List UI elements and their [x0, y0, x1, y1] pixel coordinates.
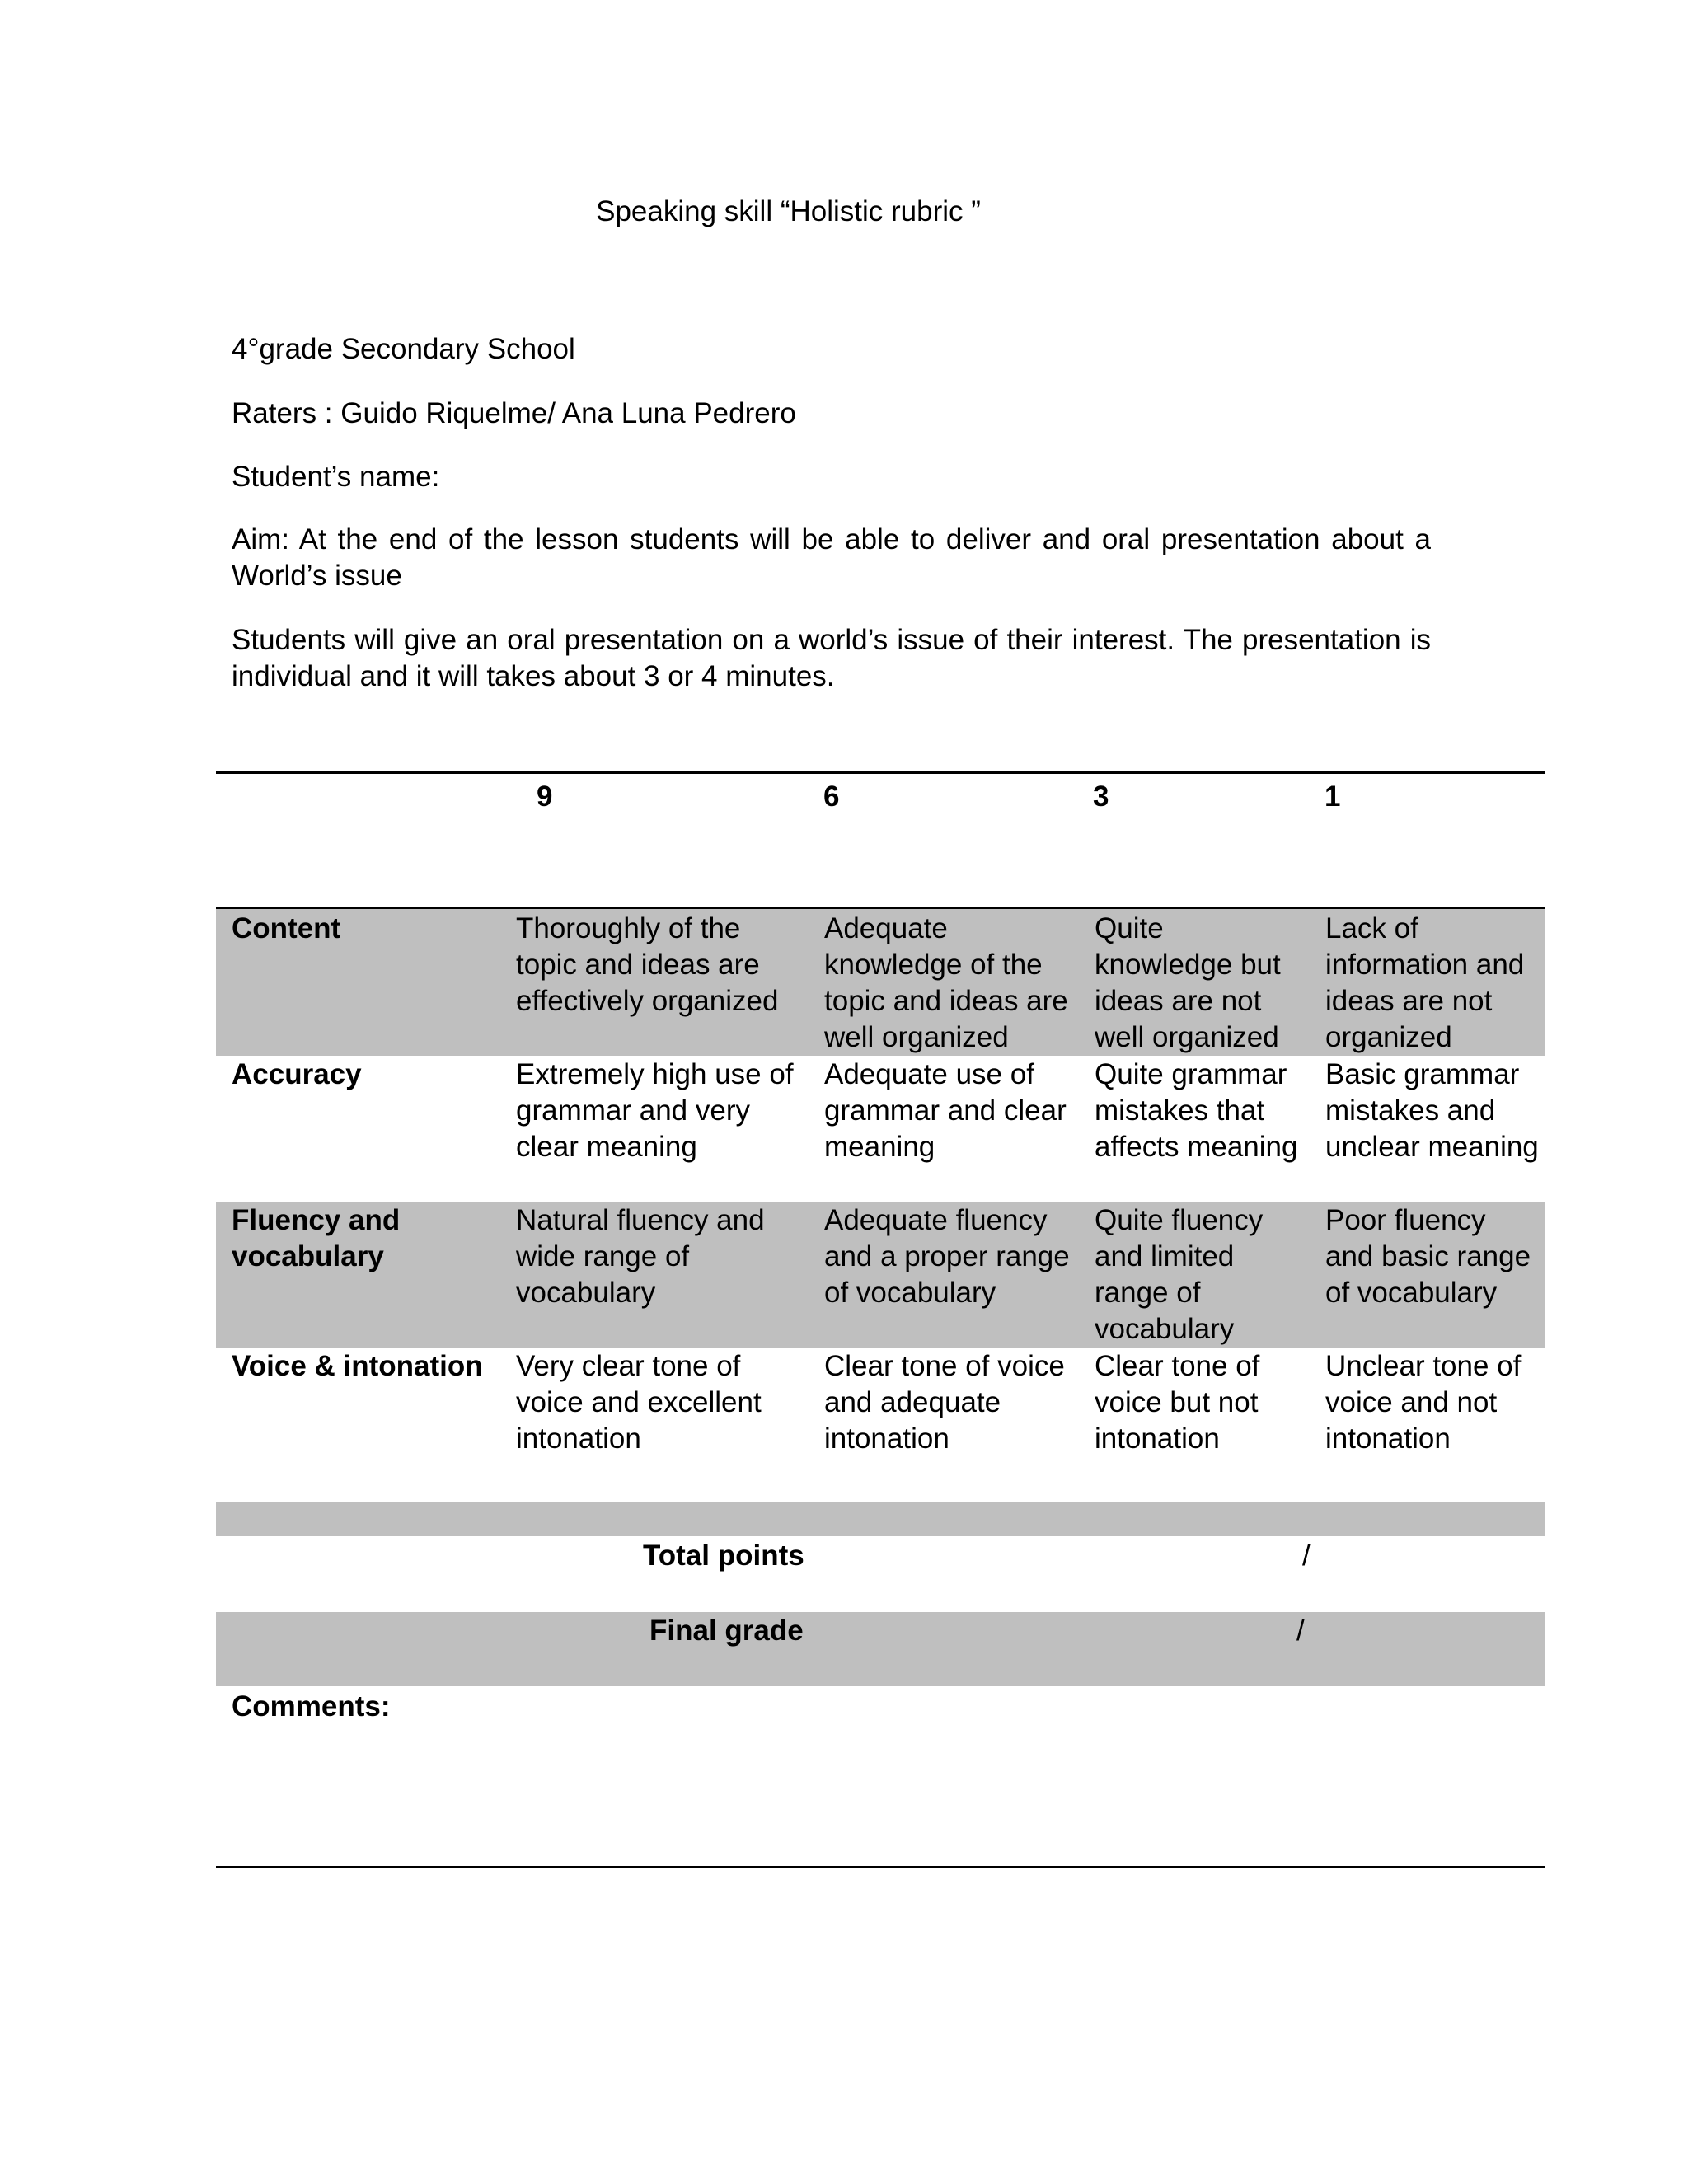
descriptor-voice-6: Clear tone of voice and adequate intonation: [824, 1350, 1065, 1455]
descriptor-fluency-1: Poor fluency and basic range of vocabulary: [1325, 1204, 1531, 1309]
table-top-rule: [216, 771, 1545, 774]
raters-line: Raters : Guido Riquelme/ Ana Luna Pedrero: [232, 397, 796, 429]
student-name-line: Student’s name:: [232, 461, 440, 493]
comments-label: Comments:: [232, 1690, 391, 1722]
descriptor-content-3: Quite knowledge but ideas are not well organized: [1095, 912, 1281, 1053]
descriptor-content-1: Lack of information and ideas are not organized: [1325, 912, 1525, 1053]
total-points-label: Total points: [643, 1540, 804, 1572]
descriptor-fluency-3: Quite fluency and limited range of vocabulary: [1095, 1204, 1264, 1345]
final-grade-value: /: [1296, 1615, 1305, 1647]
descriptor-accuracy-6: Adequate use of grammar and clear meaning: [824, 1058, 1067, 1163]
aim-paragraph: Aim: At the end of the lesson students will be able to deliver and oral presentation about a World’s issue: [232, 523, 1431, 592]
document-title: Speaking skill “Holistic rubric ”: [596, 195, 981, 227]
criterion-fluency: Fluency and vocabulary: [232, 1204, 401, 1272]
descriptor-accuracy-1: Basic grammar mistakes and unclear meaning: [1325, 1058, 1539, 1163]
descriptor-fluency-6: Adequate fluency and a proper range of vocabulary: [824, 1204, 1070, 1309]
descriptor-accuracy-3: Quite grammar mistakes that affects meaning: [1095, 1058, 1298, 1163]
criterion-accuracy: Accuracy: [232, 1058, 362, 1090]
row-shade-spacer: [216, 1502, 1545, 1536]
description-paragraph: Students will give an oral presentation on a world’s issue of their interest. The presentation is individual and it will takes about 3 or 4 minutes.: [232, 624, 1431, 692]
row-shade-final-grade: [216, 1612, 1545, 1686]
descriptor-fluency-9: Natural fluency and wide range of vocabulary: [516, 1204, 765, 1309]
descriptor-voice-1: Unclear tone of voice and not intonation: [1325, 1350, 1522, 1455]
table-bottom-rule: [216, 1866, 1545, 1868]
descriptor-content-6: Adequate knowledge of the topic and ideas are well organized: [824, 912, 1068, 1053]
descriptor-accuracy-9: Extremely high use of grammar and very clear meaning: [516, 1058, 794, 1163]
criterion-content: Content: [232, 912, 341, 944]
criterion-voice: Voice & intonation: [232, 1350, 483, 1382]
descriptor-voice-9: Very clear tone of voice and excellent intonation: [516, 1350, 762, 1455]
final-grade-label: Final grade: [649, 1615, 804, 1647]
score-header-3: 3: [1093, 780, 1109, 813]
descriptor-voice-3: Clear tone of voice but not intonation: [1095, 1350, 1260, 1455]
total-points-value: /: [1302, 1540, 1311, 1572]
descriptor-content-9: Thoroughly of the topic and ideas are effectively organized: [516, 912, 779, 1017]
grade-line: 4°grade Secondary School: [232, 333, 575, 365]
score-header-9: 9: [537, 780, 553, 813]
score-header-1: 1: [1325, 780, 1341, 813]
score-header-6: 6: [823, 780, 840, 813]
